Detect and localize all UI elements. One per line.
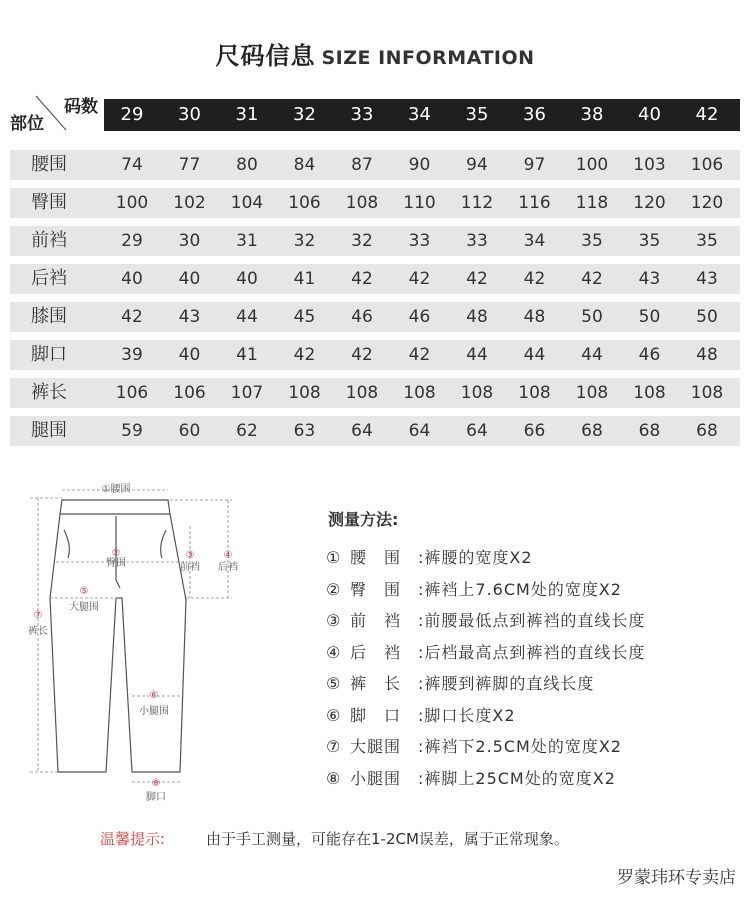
table-cell: 46 [638, 345, 661, 365]
table-cell: 74 [121, 155, 143, 175]
size-header-cell: 34 [408, 104, 431, 125]
table-cell: 68 [581, 421, 603, 441]
table-cell: 42 [121, 307, 143, 327]
size-header-cell: 31 [235, 104, 259, 125]
table-cell: 42 [408, 269, 431, 289]
size-header-cell: 29 [120, 104, 144, 125]
size-header-cell: 32 [293, 104, 316, 125]
method-num: ① [326, 548, 342, 567]
method-name: 裤 长 [350, 674, 402, 693]
table-cell: 60 [178, 421, 201, 441]
table-cell: 97 [523, 155, 546, 175]
table-cell: 106 [173, 383, 206, 403]
table-cell: 100 [115, 193, 149, 213]
table-cell: 108 [575, 383, 609, 403]
table-cell: 64 [351, 421, 373, 441]
method-num: ⑦ [326, 737, 342, 756]
table-cell: 116 [518, 193, 551, 213]
diagram-hem-num: ⑧ [151, 778, 161, 789]
table-cell: 66 [523, 421, 546, 441]
diagram-hip-label: 臀围 [106, 558, 126, 569]
table-cell: 80 [236, 155, 258, 175]
diagram-thigh-num: ⑤ [79, 586, 89, 597]
table-cell: 48 [466, 307, 488, 327]
table-cell: 40 [178, 345, 201, 365]
diagram-hem-label: 脚口 [146, 792, 166, 803]
table-cell: 108 [345, 383, 379, 403]
table-cell: 42 [523, 269, 546, 289]
table-cell: 108 [345, 193, 379, 213]
table-cell: 87 [351, 155, 373, 175]
method-item [326, 640, 645, 663]
method-desc: :裤脚上25CM处的宽度X2 [418, 768, 616, 788]
table-cell: 108 [460, 383, 494, 403]
warm-tip [100, 828, 569, 849]
warm-tip-label: 温馨提示: [100, 830, 166, 848]
table-cell: 94 [466, 155, 488, 175]
method-desc: :前腰最低点到裤裆的直线长度 [418, 611, 646, 630]
size-header-cell: 40 [638, 104, 661, 125]
method-item [326, 734, 622, 757]
table-cell: 68 [696, 421, 718, 441]
method-desc: :裤裆上7.6CM处的宽度X2 [418, 579, 622, 599]
table-cell: 40 [236, 269, 258, 289]
row-label: 裤长 [31, 382, 67, 403]
table-cell: 107 [230, 383, 264, 403]
table-cell: 43 [696, 269, 718, 289]
table-corner-header [10, 92, 102, 136]
method-name: 小腿围 [350, 768, 402, 788]
method-name: 前 裆 [350, 611, 402, 630]
method-item [326, 545, 533, 568]
table-cell: 42 [466, 269, 488, 289]
table-cell: 118 [575, 193, 609, 213]
shop-name: 罗蒙玮环专卖店 [617, 868, 736, 888]
pants-measurement-diagram [20, 470, 260, 810]
table-cell: 44 [466, 345, 488, 365]
table-cell: 42 [581, 269, 603, 289]
table-cell: 32 [293, 231, 316, 251]
table-cell: 35 [638, 231, 661, 251]
table-cell: 41 [293, 269, 316, 289]
table-cell: 31 [236, 231, 258, 251]
table-cell: 50 [696, 307, 718, 327]
table-cell: 100 [575, 155, 609, 175]
method-item [326, 608, 645, 631]
row-label: 后裆 [31, 268, 67, 289]
table-cell: 35 [696, 231, 718, 251]
diagram-length-num: ⑦ [33, 610, 43, 621]
method-desc: :裤腰到裤脚的直线长度 [418, 674, 595, 693]
table-cell: 44 [581, 345, 603, 365]
table-cell: 48 [696, 345, 718, 365]
table-cell: 112 [460, 193, 494, 213]
table-cell: 30 [178, 231, 201, 251]
diagram-calf-label: 小腿围 [139, 706, 169, 717]
table-cell: 35 [581, 231, 603, 251]
table-cell: 43 [638, 269, 661, 289]
table-cell: 41 [236, 345, 258, 365]
table-cell: 106 [690, 155, 724, 175]
size-header-cell: 36 [523, 104, 546, 125]
row-label: 臀围 [31, 192, 67, 213]
table-cell: 42 [351, 345, 373, 365]
measure-lines [30, 490, 232, 782]
method-num: ⑧ [326, 768, 342, 788]
method-num: ④ [326, 642, 342, 662]
diagram-front-num: ③ [185, 550, 195, 561]
table-cell: 62 [236, 421, 258, 441]
method-name: 大腿围 [350, 737, 402, 756]
table-cell: 63 [293, 421, 316, 441]
table-cell: 104 [230, 193, 264, 213]
method-name: 脚 口 [350, 705, 402, 725]
size-header-cell: 38 [580, 104, 604, 125]
table-cell: 108 [518, 383, 551, 403]
table-cell: 33 [466, 231, 488, 251]
table-cell: 40 [121, 269, 143, 289]
method-item [326, 577, 622, 600]
table-cell: 64 [466, 421, 488, 441]
table-cell: 108 [690, 383, 724, 403]
method-name: 臀 围 [350, 579, 402, 599]
table-cell: 34 [523, 231, 546, 251]
row-label: 膝围 [31, 306, 67, 327]
row-label: 腰围 [31, 154, 67, 175]
diagram-waist-label: ①腰围 [101, 484, 131, 495]
table-cell: 32 [351, 231, 373, 251]
table-cell: 40 [178, 269, 201, 289]
size-header-cell: 33 [350, 104, 374, 125]
method-desc: :脚口长度X2 [418, 705, 516, 725]
size-header-cell: 35 [465, 104, 489, 125]
table-cell: 84 [293, 155, 316, 175]
table-cell: 108 [288, 383, 321, 403]
method-item [326, 671, 594, 694]
page-title [0, 36, 750, 71]
table-cell: 44 [523, 345, 546, 365]
method-desc: :裤腰的宽度X2 [418, 548, 533, 567]
method-num: ⑤ [326, 674, 342, 693]
method-num: ⑥ [326, 705, 342, 725]
method-num: ③ [326, 611, 342, 630]
method-name: 腰 围 [350, 548, 402, 567]
table-cell: 29 [121, 231, 143, 251]
table-cell: 108 [403, 383, 436, 403]
method-item [326, 766, 616, 789]
table-cell: 64 [408, 421, 431, 441]
table-cell: 110 [403, 193, 436, 213]
table-cell: 39 [121, 345, 143, 365]
table-cell: 46 [351, 307, 373, 327]
title-cn: 尺码信息 [215, 42, 316, 70]
table-cell: 77 [178, 155, 201, 175]
table-cell: 42 [408, 345, 431, 365]
table-cell: 103 [633, 155, 666, 175]
table-cell: 106 [288, 193, 321, 213]
table-cell: 43 [178, 307, 201, 327]
corner-size-label: 码数 [64, 97, 98, 117]
table-cell: 90 [408, 155, 431, 175]
method-desc: :后档最高点到裤裆的直线长度 [418, 642, 646, 662]
table-cell: 68 [638, 421, 661, 441]
table-cell: 44 [236, 307, 258, 327]
table-cell: 42 [351, 269, 373, 289]
diagram-length-label: 裤长 [28, 626, 48, 637]
title-en: SIZE INFORMATION [321, 47, 535, 69]
pants-outline [50, 500, 186, 772]
method-item [326, 703, 516, 726]
diagram-thigh-label: 大腿围 [69, 602, 99, 613]
row-label: 脚口 [31, 344, 67, 365]
diagram-hip-num: ② [111, 548, 121, 559]
table-cell: 59 [121, 421, 143, 441]
table-cell: 42 [293, 345, 316, 365]
size-header-cell: 30 [178, 104, 201, 125]
table-cell: 120 [690, 193, 724, 213]
table-cell: 48 [523, 307, 546, 327]
table-cell: 106 [115, 383, 149, 403]
table-cell: 50 [638, 307, 661, 327]
diagram-back-label: 后裆 [218, 562, 238, 573]
row-label: 腿围 [31, 420, 67, 441]
table-cell: 46 [408, 307, 431, 327]
method-title: 测量方法: [328, 510, 399, 529]
method-num: ② [326, 579, 342, 599]
table-cell: 33 [408, 231, 431, 251]
warm-tip-text: 由于手工测量，可能存在1-2CM误差，属于正常现象。 [206, 830, 569, 848]
table-cell: 120 [633, 193, 666, 213]
table-cell: 50 [581, 307, 603, 327]
diagram-calf-num: ⑥ [149, 690, 159, 701]
corner-part-label: 部位 [10, 114, 44, 134]
row-label: 前裆 [31, 230, 67, 251]
table-cell: 108 [633, 383, 666, 403]
diagram-back-num: ④ [223, 550, 233, 561]
method-desc: :裤裆下2.5CM处的宽度X2 [418, 737, 622, 756]
diagram-front-label: 前裆 [180, 562, 200, 573]
method-name: 后 裆 [350, 642, 402, 662]
table-cell: 102 [173, 193, 206, 213]
size-header-cell: 42 [695, 104, 719, 125]
table-cell: 45 [293, 307, 316, 327]
